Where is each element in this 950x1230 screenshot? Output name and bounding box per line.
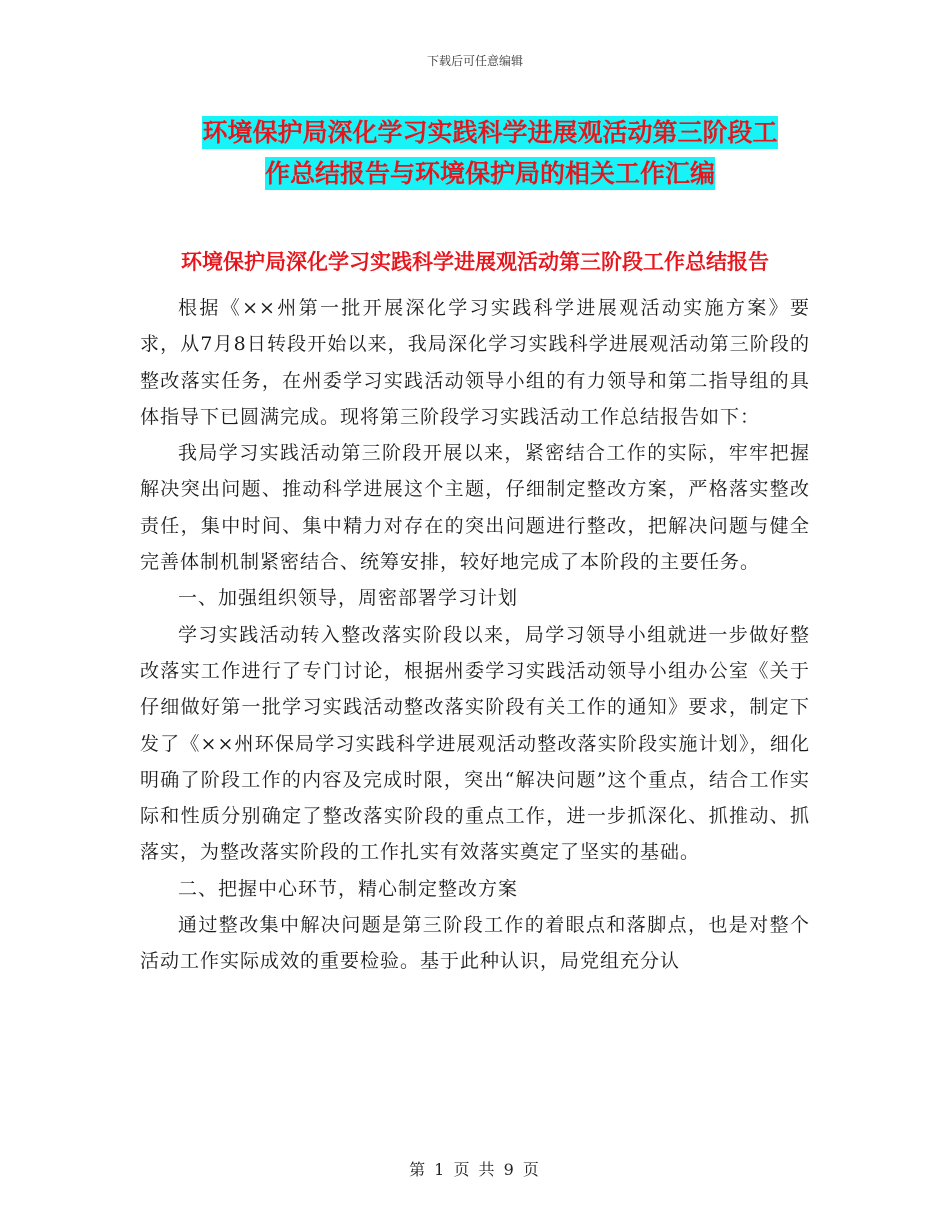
paragraph: 通过整改集中解决问题是第三阶段工作的着眼点和落脚点，也是对整个活动工作实际成效的重要检验。基于此种认识，局党组充分认: [140, 914, 810, 973]
page-header-note: 下载后可任意编辑: [426, 54, 523, 68]
page-number: 第 1 页 共 9 页: [409, 1160, 541, 1179]
section-heading: 二、把握中心环节，精心制定整改方案: [178, 877, 519, 900]
document-body: [140, 290, 810, 980]
paragraph: 根据《××州第一批开展深化学习实践科学进展观活动实施方案》要求，从7月8日转段开始以来，我局深化学习实践科学进展观活动第三阶段的整改落实任务，在州委学习实践活动领导小组的有力领导和第二指导组的具体指导下已圆满完成。现将第三阶段学习实践活动工作总结报告如下：: [140, 297, 810, 428]
paragraph: 我局学习实践活动第三阶段开展以来，紧密结合工作的实际，牢牢把握解决突出问题、推动科学进展这个主题，仔细制定整改方案，严格落实整改责任，集中时间、集中精力对存在的突出问题进行整改，把解决问题与健全完善体制机制紧密结合、统筹安排，较好地完成了本阶段的主要任务。: [140, 442, 810, 574]
paragraph: 学习实践活动转入整改落实阶段以来，局学习领导小组就进一步做好整改落实工作进行了专门讨论，根据州委学习实践活动领导小组办公室《关于仔细做好第一批学习实践活动整改落实阶段有关工作的通知》要求，制定下发了《××州环保局学习实践科学进展观活动整改落实阶段实施计划》，细化明确了阶段工作的内容及完成时限，突出“解决问题”这个重点，结合工作实际和性质分别确定了整改落实阶段的重点工作，进一步抓深化、抓推动、抓落实，为整改落实阶段的工作扎实有效落实奠定了坚实的基础。: [140, 623, 810, 864]
document-title-line-1: 环境保护局深化学习实践科学进展观活动第三阶段工: [202, 118, 778, 147]
section-title: 环境保护局深化学习实践科学进展观活动第三阶段工作总结报告: [181, 250, 769, 274]
document-title: [160, 112, 820, 194]
document-title-line-2: 作总结报告与环境保护局的相关工作汇编: [264, 159, 715, 188]
section-heading: 一、加强组织领导，周密部署学习计划: [178, 587, 519, 610]
